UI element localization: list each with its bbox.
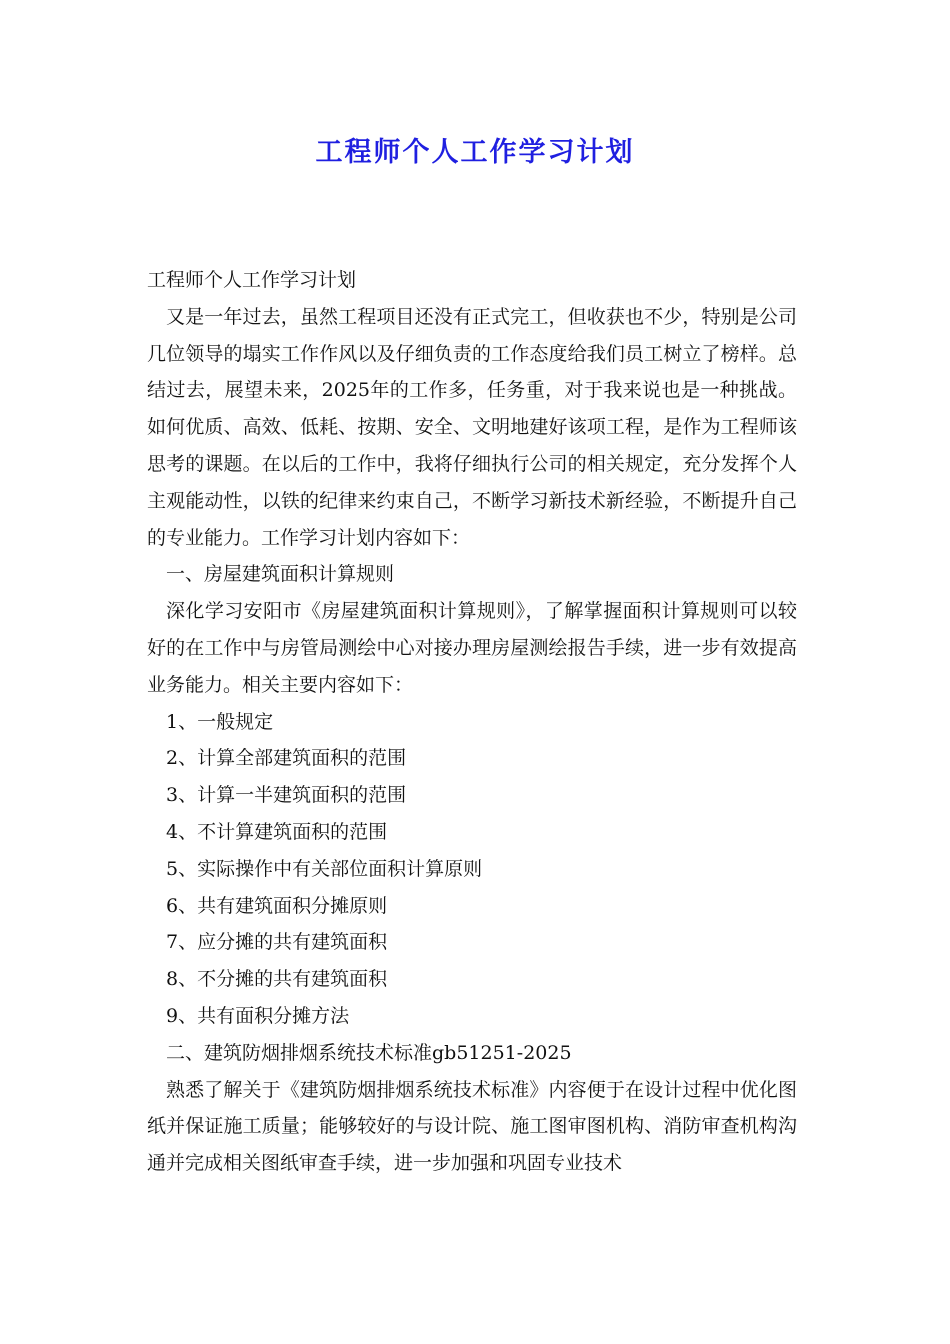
paragraph: 3、计算一半建筑面积的范围 [166, 784, 407, 807]
paragraph: 9、共有面积分摊方法 [166, 1004, 350, 1027]
paragraph: 2、计算全部建筑面积的范围 [166, 747, 407, 770]
paragraph: 5、实际操作中有关部位面积计算原则 [166, 857, 483, 880]
paragraph: 4、不计算建筑面积的范围 [166, 820, 388, 843]
paragraph: 8、不分摊的共有建筑面积 [166, 968, 388, 991]
paragraph: 1、一般规定 [166, 710, 274, 733]
paragraph: 又是一年过去，虽然工程项目还没有正式完工，但收获也不少，特别是公司几位领导的塌实工作作风以及仔细负责的工作态度给我们员工树立了榜样。总结过去，展望未来，2025年的工作多，任务重，对于我来说也是一种挑战。如何优质、高效、低耗、按期、安全、文明地建好该项工程，是作为工程师该思考的课题。在以后的工作中，我将仔细执行公司的相关规定，充分发挥个人主观能动性，以铁的纪律来约束自己，不断学习新技术新经验，不断提升自己的专业能力。工作学习计划内容如下： [147, 305, 797, 549]
paragraph: 熟悉了解关于《建筑防烟排烟系统技术标准》内容便于在设计过程中优化图纸并保证施工质量；能够较好的与设计院、施工图审图机构、消防审查机构沟通并完成相关图纸审查手续，进一步加强和巩固专业技术 [147, 1078, 797, 1175]
paragraph: 7、应分摊的共有建筑面积 [166, 931, 388, 954]
document-title: 工程师个人工作学习计划 [315, 137, 635, 168]
paragraph: 二、建筑防烟排烟系统技术标准gb51251-2025 [166, 1041, 572, 1064]
paragraph: 一、房屋建筑面积计算规则 [166, 563, 395, 586]
paragraph: 深化学习安阳市《房屋建筑面积计算规则》，了解掌握面积计算规则可以较好的在工作中与房管局测绘中心对接办理房屋测绘报告手续，进一步有效提高业务能力。相关主要内容如下： [147, 600, 797, 696]
paragraph: 6、共有建筑面积分摊原则 [166, 894, 388, 917]
document-body [147, 262, 797, 1182]
paragraph: 工程师个人工作学习计划 [147, 269, 357, 291]
